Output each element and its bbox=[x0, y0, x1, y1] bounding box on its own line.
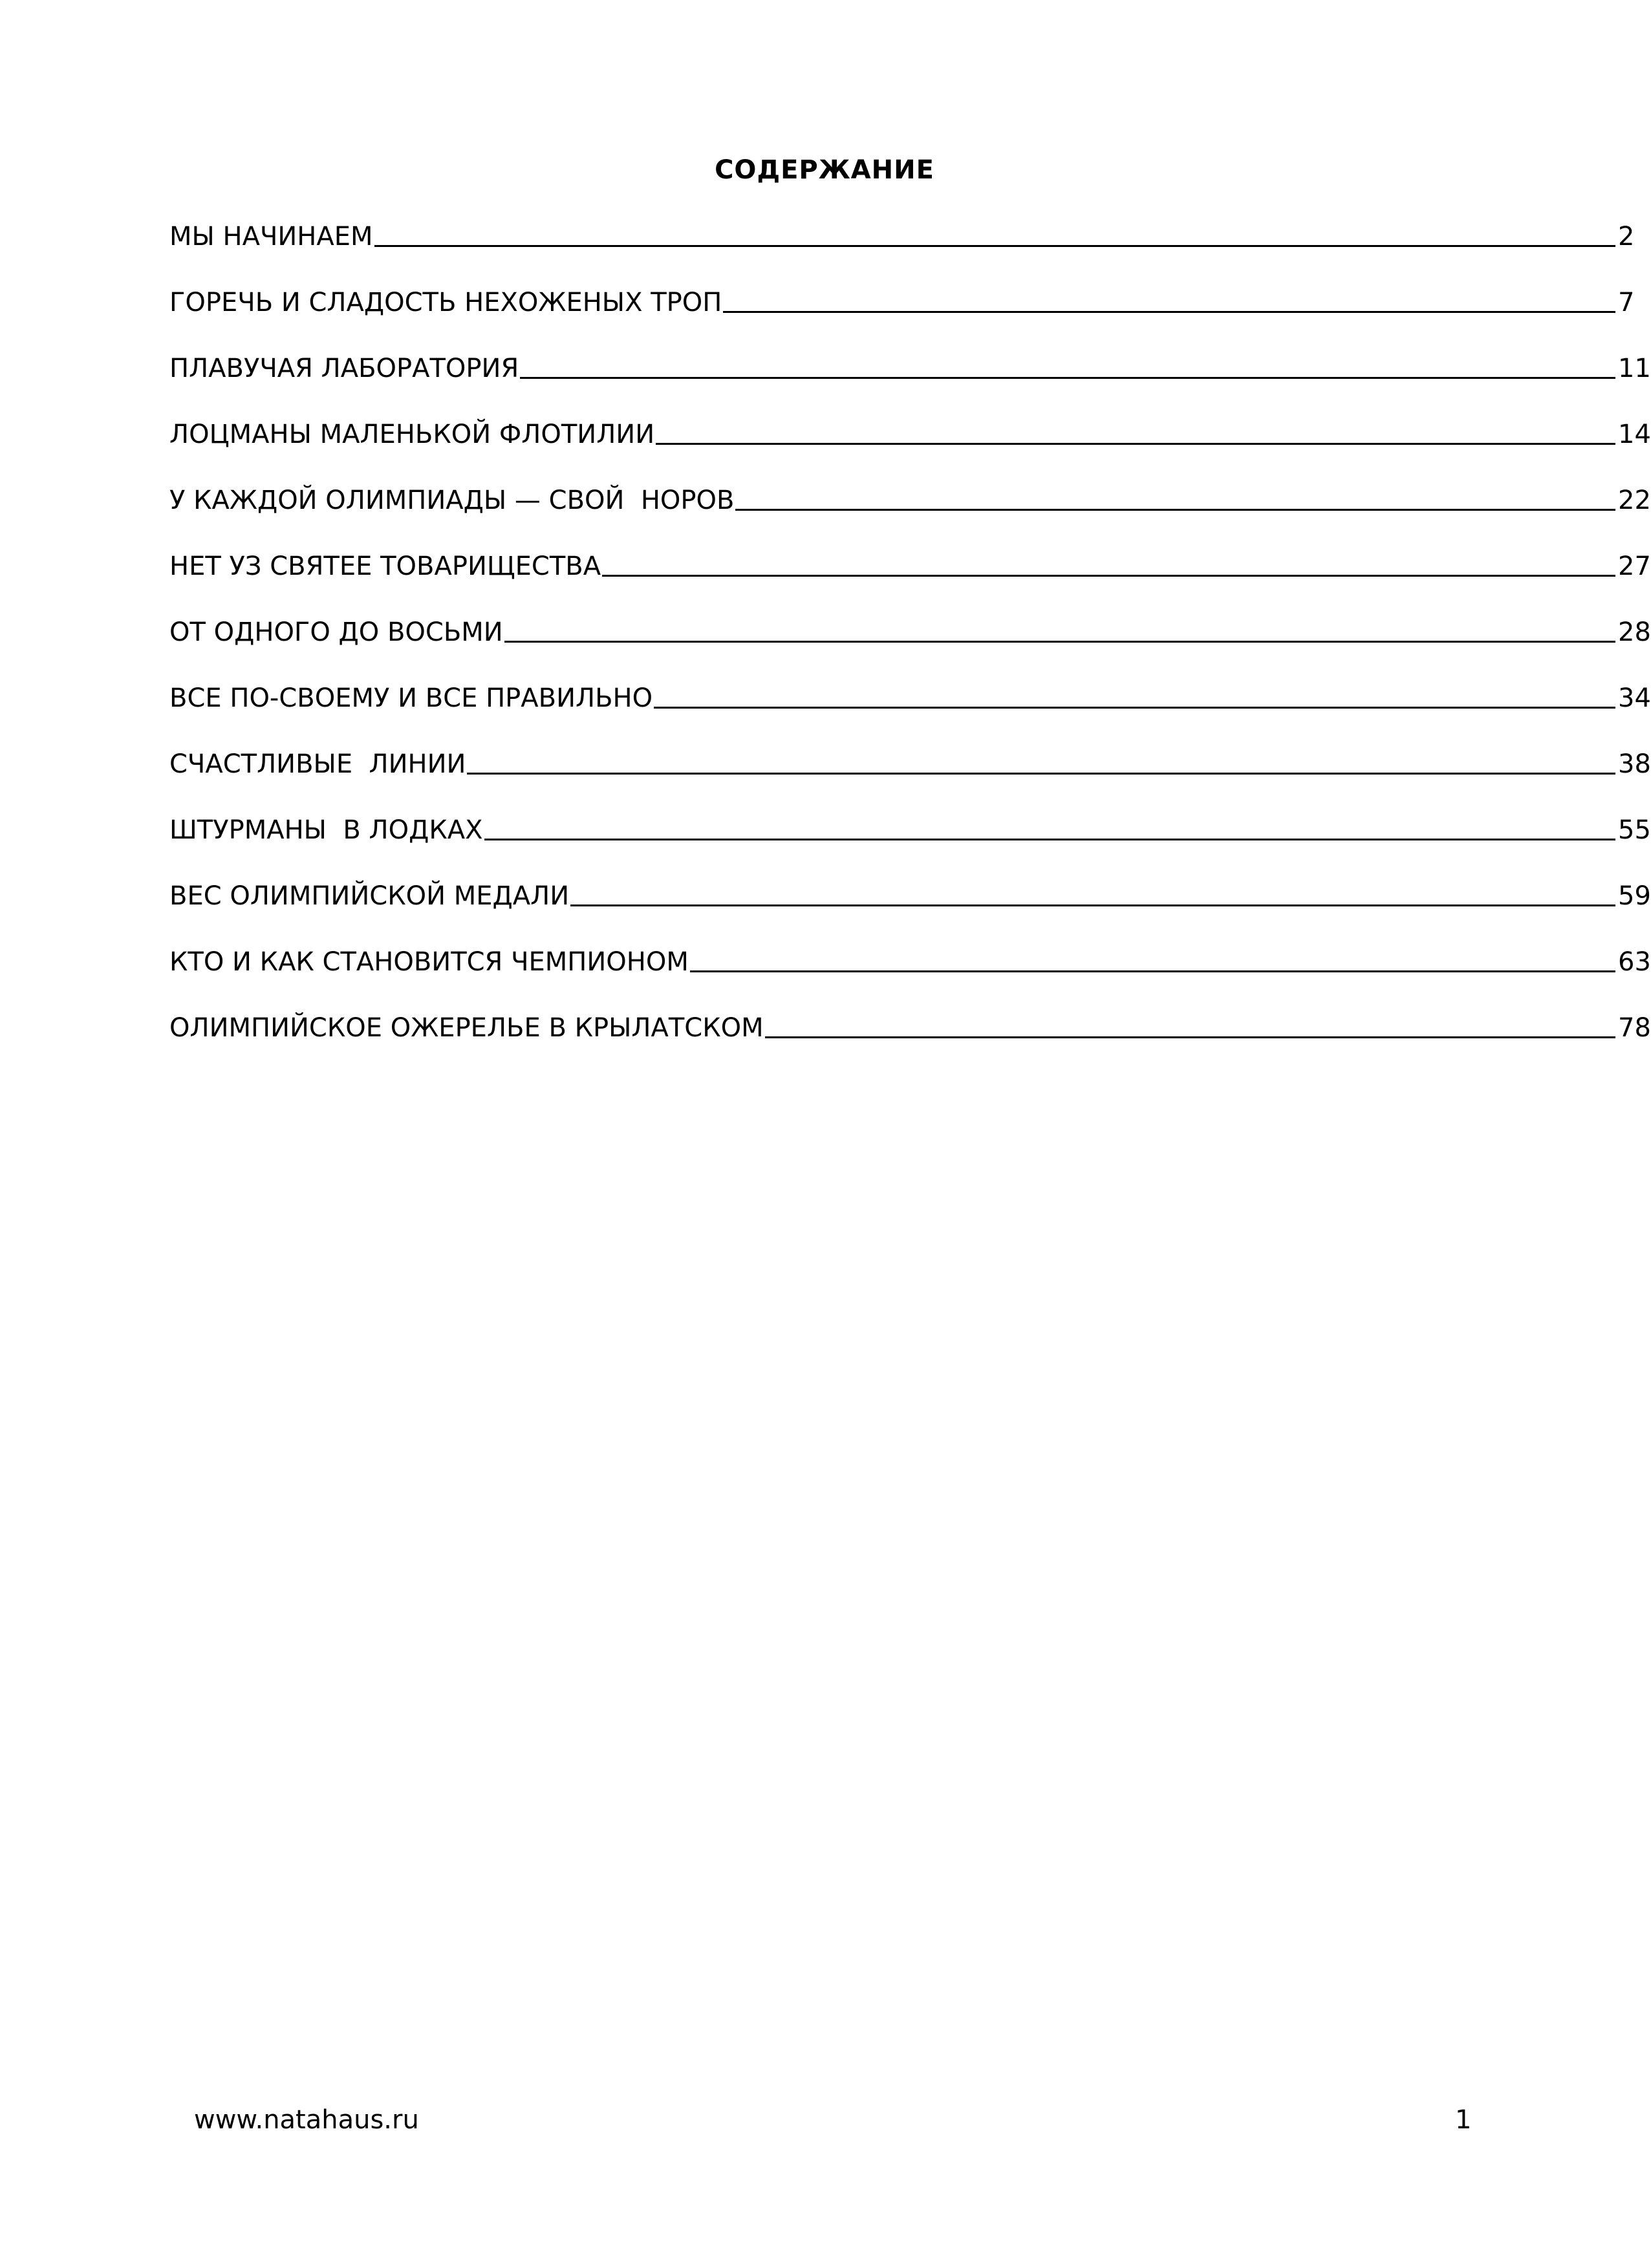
toc-leader-line bbox=[656, 443, 1615, 445]
footer-url[interactable]: www.natahaus.ru bbox=[194, 2105, 419, 2135]
toc-leader-line bbox=[602, 575, 1615, 577]
toc-entry-page: 78 bbox=[1618, 1013, 1651, 1043]
toc-entry[interactable] bbox=[169, 873, 1651, 912]
toc-entry-title: У КАЖДОЙ ОЛИМПИАДЫ — СВОЙ НОРОВ bbox=[169, 486, 735, 515]
toc-entry-page: 34 bbox=[1618, 683, 1651, 713]
toc-leader-line bbox=[374, 245, 1615, 247]
toc-entry-page: 27 bbox=[1618, 551, 1651, 581]
toc-leader-line bbox=[484, 839, 1615, 840]
toc-entry-title: ШТУРМАНЫ В ЛОДКАХ bbox=[169, 815, 483, 845]
toc-entry-page: 59 bbox=[1618, 881, 1651, 911]
toc-entry[interactable] bbox=[169, 939, 1651, 978]
toc-entry-page: 22 bbox=[1618, 486, 1651, 515]
toc-entry-page: 63 bbox=[1618, 947, 1651, 977]
toc-entry-title: НЕТ УЗ СВЯТЕЕ ТОВАРИЩЕСТВА bbox=[169, 551, 601, 581]
toc-leader-line bbox=[570, 904, 1615, 906]
toc-entry[interactable] bbox=[169, 543, 1651, 582]
toc-entry[interactable] bbox=[169, 609, 1651, 648]
toc-entry[interactable] bbox=[169, 213, 1634, 252]
toc-entry-title: ОЛИМПИЙСКОЕ ОЖЕРЕЛЬЕ В КРЫЛАТСКОМ bbox=[169, 1013, 764, 1043]
toc-leader-line bbox=[735, 509, 1615, 511]
toc-leader-line bbox=[723, 311, 1615, 313]
toc-entry-page: 28 bbox=[1618, 617, 1651, 647]
toc-entry[interactable] bbox=[169, 477, 1651, 516]
toc-entry-page: 38 bbox=[1618, 749, 1651, 779]
toc-leader-line bbox=[504, 641, 1615, 643]
toc-entry[interactable] bbox=[169, 807, 1651, 846]
toc-entry-title: МЫ НАЧИНАЕМ bbox=[169, 222, 373, 251]
toc-entry[interactable] bbox=[169, 279, 1634, 318]
page-title: СОДЕРЖАНИЕ bbox=[715, 155, 934, 185]
toc-entry-title: ГОРЕЧЬ И СЛАДОСТЬ НЕХОЖЕНЫХ ТРОП bbox=[169, 288, 722, 317]
toc-leader-line bbox=[520, 377, 1615, 379]
toc-entry-title: КТО И КАК СТАНОВИТСЯ ЧЕМПИОНОМ bbox=[169, 947, 689, 977]
toc-entry[interactable] bbox=[169, 411, 1651, 450]
toc-entry[interactable] bbox=[169, 1005, 1651, 1043]
toc-entry[interactable] bbox=[169, 741, 1651, 780]
toc-leader-line bbox=[467, 773, 1615, 775]
toc-leader-line bbox=[765, 1036, 1615, 1038]
toc-entry-title: ВЕС ОЛИМПИЙСКОЙ МЕДАЛИ bbox=[169, 881, 570, 911]
toc-entry[interactable] bbox=[169, 345, 1651, 384]
toc-entry[interactable] bbox=[169, 675, 1651, 714]
toc-entry-page: 7 bbox=[1618, 288, 1635, 317]
toc-leader-line bbox=[654, 707, 1615, 709]
toc-entry-title: ОТ ОДНОГО ДО ВОСЬМИ bbox=[169, 617, 503, 647]
toc-leader-line bbox=[690, 970, 1615, 972]
footer-page-number: 1 bbox=[1455, 2105, 1472, 2135]
toc-entry-page: 14 bbox=[1618, 420, 1651, 449]
toc-entry-page: 11 bbox=[1618, 354, 1651, 383]
toc-entry-title: ЛОЦМАНЫ МАЛЕНЬКОЙ ФЛОТИЛИИ bbox=[169, 420, 655, 449]
toc-entry-title: СЧАСТЛИВЫЕ ЛИНИИ bbox=[169, 749, 466, 779]
toc-entry-page: 2 bbox=[1618, 222, 1635, 251]
toc-entry-page: 55 bbox=[1618, 815, 1651, 845]
toc-entry-title: ВСЕ ПО-СВОЕМУ И ВСЕ ПРАВИЛЬНО bbox=[169, 683, 653, 713]
toc-entry-title: ПЛАВУЧАЯ ЛАБОРАТОРИЯ bbox=[169, 354, 519, 383]
